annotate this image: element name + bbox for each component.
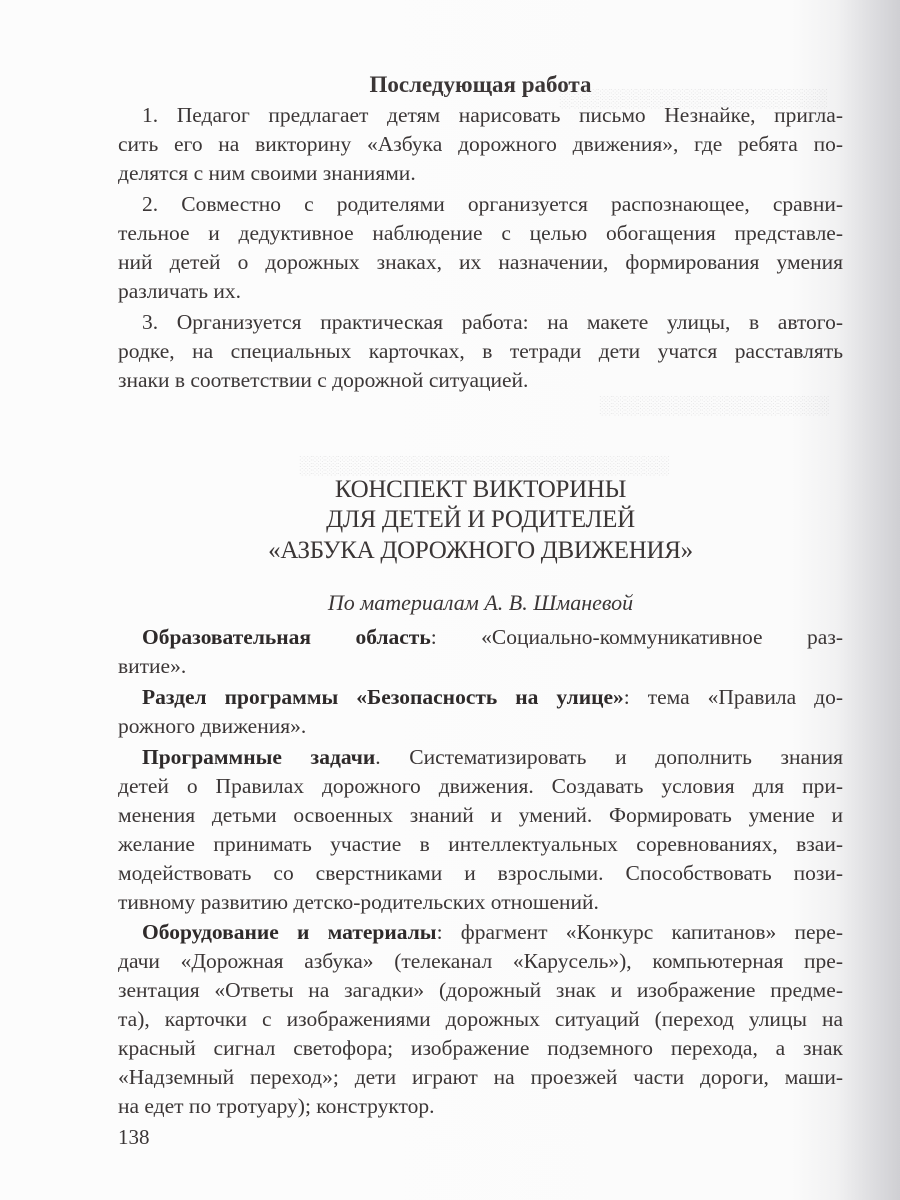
field-equipment [142,918,843,946]
author-attribution: По материалам А. В. Шманевой [327,590,634,615]
bleed-through-text: ░░░░░░░░░░░░░░░░░░░░░ [560,88,828,108]
paragraph-line: дачи «Дорожная азбука» (телеканал «Карусель»), компьютерная пре- [118,949,843,973]
paragraph-line: та), карточки с изображениями дорожных ситуаций (переход улицы на [118,1007,843,1031]
paragraph-line: тивному развитию детско-родительских отношений. [118,890,599,914]
paragraph-line: 3. Организуется практическая работа: на макете улицы, в автого- [142,310,843,334]
paragraph-line: «Надземный переход»; дети играют на проезжей части дороги, маши- [118,1065,843,1089]
paragraph-line: желание принимать участие в интеллектуальных соревнованиях, взаи- [118,832,843,856]
paragraph-line: родке, на специальных карточках, в тетради дети учатся расставлять [118,339,843,363]
paragraph-line: ний детей о дорожных знаках, их назначении, формирования умения [118,250,843,274]
paragraph-line: различать их. [118,279,242,303]
paragraph-line: витие». [118,654,187,678]
page-number: 138 [118,1125,150,1149]
paragraph-line: менения детьми освоенных знаний и умений. Формировать умение и [118,803,843,827]
field-value: : «Социально-коммуникативное раз- [430,625,843,649]
paragraph-line: детей о Правилах дорожного движения. Создавать условия для при- [118,774,843,798]
field-label: Образовательная область [142,625,431,649]
paragraph-line: сить его на викторину «Азбука дорожного движения», где ребята по- [118,132,843,156]
field-value: : фрагмент «Конкурс капитанов» пере- [436,920,843,944]
bleed-through-text: ░░░░░░░░░░░░░░░░░░ [600,395,830,415]
paragraph-line: 1. Педагог предлагает детям нарисовать письмо Незнайке, пригла- [142,103,843,127]
section-heading: Последующая работа [369,72,592,97]
document-title-line: ДЛЯ ДЕТЕЙ И РОДИТЕЛЕЙ [326,506,635,533]
paragraph-line: делятся с ним своими знаниями. [118,161,416,185]
field-label: Раздел программы «Безопасность на улице» [142,685,624,709]
field-label: Оборудование и материалы [142,920,437,944]
document-title-line: КОНСПЕКТ ВИКТОРИНЫ [334,476,627,503]
paragraph-line: модействовать со сверстниками и взрослыми. Способствовать пози- [118,861,843,885]
document-title-line: «АЗБУКА ДОРОЖНОГО ДВИЖЕНИЯ» [268,537,693,564]
paragraph-line: рожного движения». [118,714,307,738]
field-program-tasks [142,743,843,771]
field-label: Программные задачи [142,745,376,769]
field-value: : тема «Правила до- [623,685,843,709]
field-educational-area [142,623,843,651]
paragraph-line: зентация «Ответы на загадки» (дорожный знак и изображение предме- [118,978,843,1002]
field-program-section [142,683,843,711]
paragraph-line: тельное и дедуктивное наблюдение с целью обогащения представле- [118,221,843,245]
bleed-through-text: ░░░░░░░░░░░░░░░░░░░░░░░░░░░░░ [300,455,670,475]
paragraph-line: красный сигнал светофора; изображение подземного перехода, а знак [118,1036,843,1060]
paragraph-line: знаки в соответствии с дорожной ситуацией. [118,368,529,392]
paragraph-line: на едет по тротуару); конструктор. [118,1094,435,1118]
paragraph-line: 2. Совместно с родителями организуется распознающее, сравни- [142,192,843,216]
field-value: . Систематизировать и дополнить знания [375,745,844,769]
